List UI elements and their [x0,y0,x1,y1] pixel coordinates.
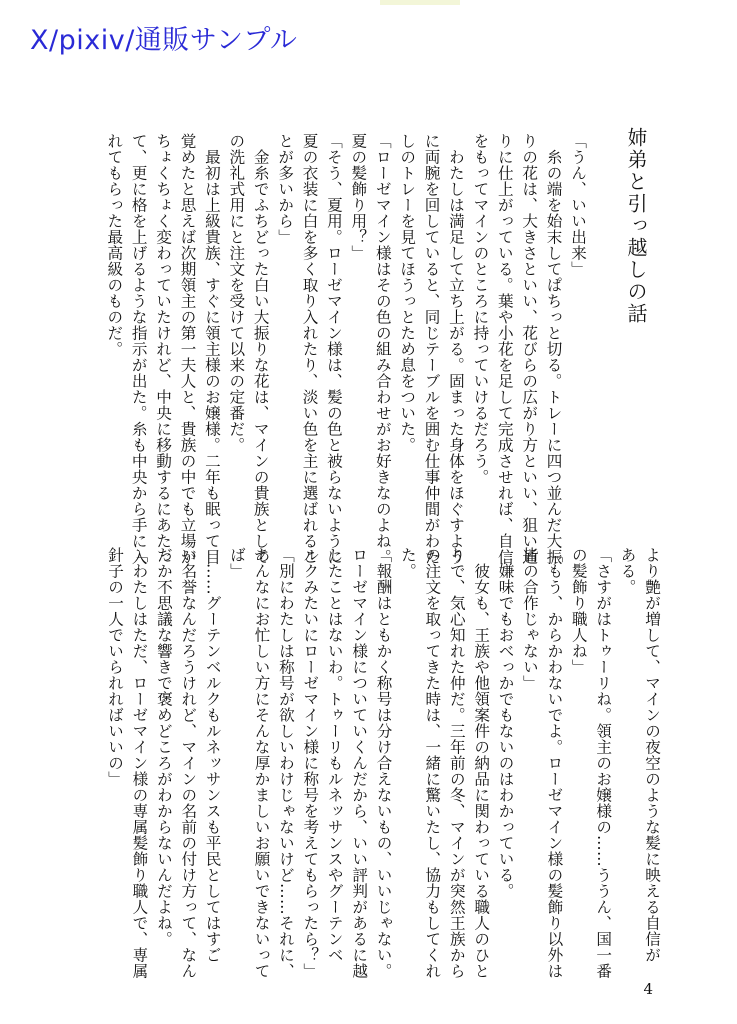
text-line: 「もう、からかわないでよ。ローゼマイン様の髪飾り以外は [545,547,564,979]
watermark-label: X/pixiv/通販サンプル [30,25,298,56]
text-line: 「ローゼマイン様はその色の組み合わせがお好きなのよね。 [373,133,392,565]
chapter-title: 姉弟と引っ越しの話 [624,127,648,325]
text-line: 「そう、夏用。ローゼマイン様は、髪の色と被らないように [324,133,343,565]
text-line: ば」 [228,547,247,579]
text-line: れてもらった最高級のものだ。 [105,133,124,357]
text-line: りで、気心知れた仲だ。三年前の冬、マインが突然王族から [447,547,466,979]
text-line: したことはないわ。トゥーリもルネッサンスやグーテンベ [325,547,344,963]
text-line: 金糸でふちどった白い大振りな花は、マインの貴族として [251,133,270,565]
text-line: い名誉なんだろうけれど、マインの名前の付け方って、なん [179,547,198,979]
text-line: の注文を取ってきた時は、一緒に驚いたし、協力もしてくれ [423,547,442,979]
text-line: 嫌味でもおべっかでもないのはわかっている。 [496,547,515,899]
text-line: 彼女も、王族や他領案件の納品に関わっている職人のひと [472,547,491,979]
text-line: ルクみたいにローゼマイン様に称号を考えてもらったら？」 [301,547,320,979]
text-line: より艶が増して、マインの夜空のような髪に映える自信が [643,547,661,963]
text-line: 「別にわたしは称号が欲しいわけじゃないけど……それに、 [276,547,295,979]
text-line: あんなにお忙しい方にそんな厚かましいお願いできないって [252,547,271,979]
text-line: の髪飾り職人ね」 [569,547,588,675]
text-line: 夏の衣装に白を多く取り入れたり、淡い色を主に選ばれるこ [300,133,319,565]
text-line: 「うん、いい出来」 [569,133,587,277]
text-line: 最初は上級貴族、すぐに領主様のお嬢様。二年も眠って目 [202,133,221,565]
text-line: ある。 [618,547,637,595]
text-line: の洗礼式用にと注文を受けて以来の定番だ。 [227,133,246,453]
text-line: ……グーテンベルクもルネッサンスも平民としてはすご [203,547,222,963]
text-line: りに仕上がっている。葉や小花を足して完成させれば、自信 [495,133,514,565]
text-line: だか不思議な響きで褒めどころがわからないんだよね。 [154,547,173,947]
text-line: て、更に格を上げるような指示が出た。糸も中央から手に入 [129,133,148,565]
text-line: 覚めたと思えば次期領主の第一夫人と、貴族の中でも立場が [178,133,197,565]
text-line: 針子の一人でいられればいいの」 [106,547,125,787]
text-line: しのトレーを見てほうっとため息をついた。 [398,133,417,453]
text-line: ローゼマイン様についていくんだから、いい評判があるに越 [350,547,369,979]
top-edge-shade [380,0,460,5]
text-line: た。 [398,547,417,579]
page-number: 4 [643,980,653,998]
text-line: わたしは満足して立ち上がる。固まった身体をほぐすよう [446,133,465,565]
text-line: 皆の合作じゃない」 [520,547,539,691]
text-line: に両腕を回していると、同じテーブルを囲む仕事仲間がわた [422,133,441,565]
text-line: をもってマインのところに持っていけるだろう。 [471,133,490,485]
text-line: 「さすがはトゥーリね。領主のお嬢様の……ううん、国一番 [594,547,613,979]
text-line: 「わたしはただ、ローゼマイン様の専属髪飾り職人で、専属 [130,547,149,979]
text-line: 糸の端を始末してぱちっと切る。トレーに四つ並んだ大振 [544,133,563,565]
text-line: 夏の髪飾り用？」 [349,133,368,261]
text-line: りの花は、大きさといい、花びらの広がり方といい、狙い通 [520,133,539,565]
text-line: とが多いから」 [276,133,295,245]
text-line: 「報酬はともかく称号は分け合えないもの、いいじゃない。 [374,547,393,979]
upper-text-block [102,133,590,565]
text-line: ちょくちょく変わっていたけれど、中央に移動するにあたっ [154,133,173,565]
lower-text-block [103,547,664,979]
